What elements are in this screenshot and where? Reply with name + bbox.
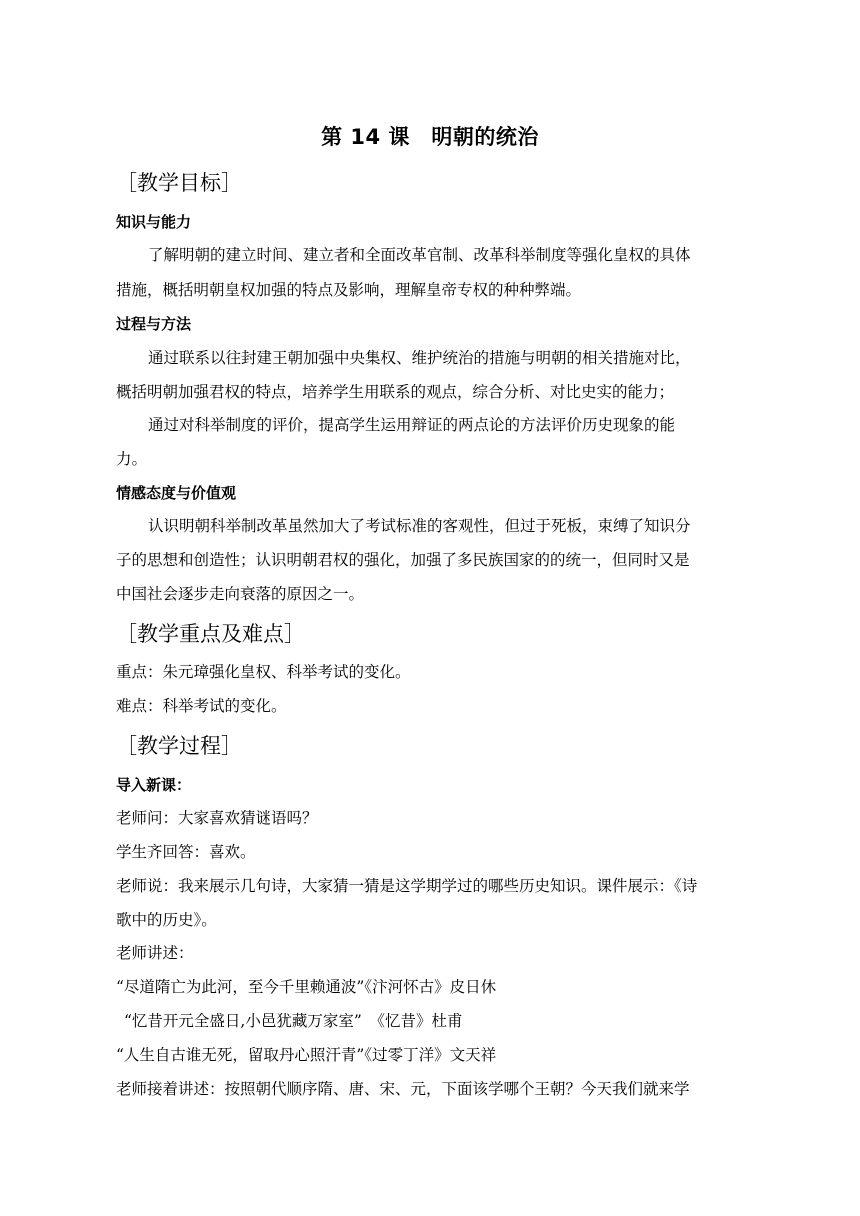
paragraph-line: 中国社会逐步走向衰落的原因之一。 xyxy=(116,585,365,603)
intro-label: 导入新课： xyxy=(116,776,192,794)
knowledge-ability-label: 知识与能力 xyxy=(116,213,192,231)
dialogue-line: 老师讲述： xyxy=(116,944,194,962)
difficult-point-line: 难点：科举考试的变化。 xyxy=(116,697,287,715)
teaching-process-heading: ［教学过程］ xyxy=(116,734,242,758)
process-method-label: 过程与方法 xyxy=(116,315,192,333)
paragraph-line: 措施，概括明朝皇权加强的特点及影响，理解皇帝专权的种种弊端。 xyxy=(116,281,582,299)
paragraph-line: 认识明朝科举制改革虽然加大了考试标准的客观性，但过于死板，束缚了知识分 xyxy=(148,517,691,535)
objectives-heading: ［教学目标］ xyxy=(116,171,242,195)
dialogue-line: 歌中的历史》。 xyxy=(116,911,217,929)
lesson-title: 第 14 课 明朝的统治 xyxy=(321,125,539,149)
paragraph-line: 通过联系以往封建王朝加强中央集权、维护统治的措施与明朝的相关措施对比， xyxy=(148,349,691,367)
key-point-line: 重点：朱元璋强化皇权、科举考试的变化。 xyxy=(116,663,411,681)
key-points-heading: ［教学重点及难点］ xyxy=(116,622,305,646)
dialogue-line: 老师问：大家喜欢猜谜语吗？ xyxy=(116,809,318,827)
poem-line: “忆昔开元全盛日,小邑犹藏万家室” 《忆昔》杜甫 xyxy=(124,1012,463,1030)
dialogue-line: 学生齐回答：喜欢。 xyxy=(116,843,256,861)
dialogue-line: 老师接着讲述：按照朝代顺序隋、唐、宋、元，下面该学哪个王朝？今天我们就来学 xyxy=(116,1080,690,1098)
paragraph-line: 力。 xyxy=(116,450,148,468)
paragraph-line: 通过对科举制度的评价，提高学生运用辩证的两点论的方法评价历史现象的能 xyxy=(148,416,676,434)
poem-line: “人生自古谁无死，留取丹心照汗青”《过零丁洋》文天祥 xyxy=(116,1046,497,1064)
paragraph-line: 了解明朝的建立时间、建立者和全面改革官制、改革科举制度等强化皇权的具体 xyxy=(148,246,691,264)
poem-line: “尽道隋亡为此河，至今千里赖通波”《汴河怀古》皮日休 xyxy=(116,978,497,996)
paragraph-line: 子的思想和创造性；认识明朝君权的强化，加强了多民族国家的的统一，但同时又是 xyxy=(116,551,690,569)
attitude-values-label: 情感态度与价值观 xyxy=(116,484,237,502)
paragraph-line: 概括明朝加强君权的特点，培养学生用联系的观点，综合分析、对比史实的能力； xyxy=(116,383,675,401)
dialogue-line: 老师说：我来展示几句诗，大家猜一猜是这学期学过的哪些历史知识。课件展示：《诗 xyxy=(116,877,698,895)
